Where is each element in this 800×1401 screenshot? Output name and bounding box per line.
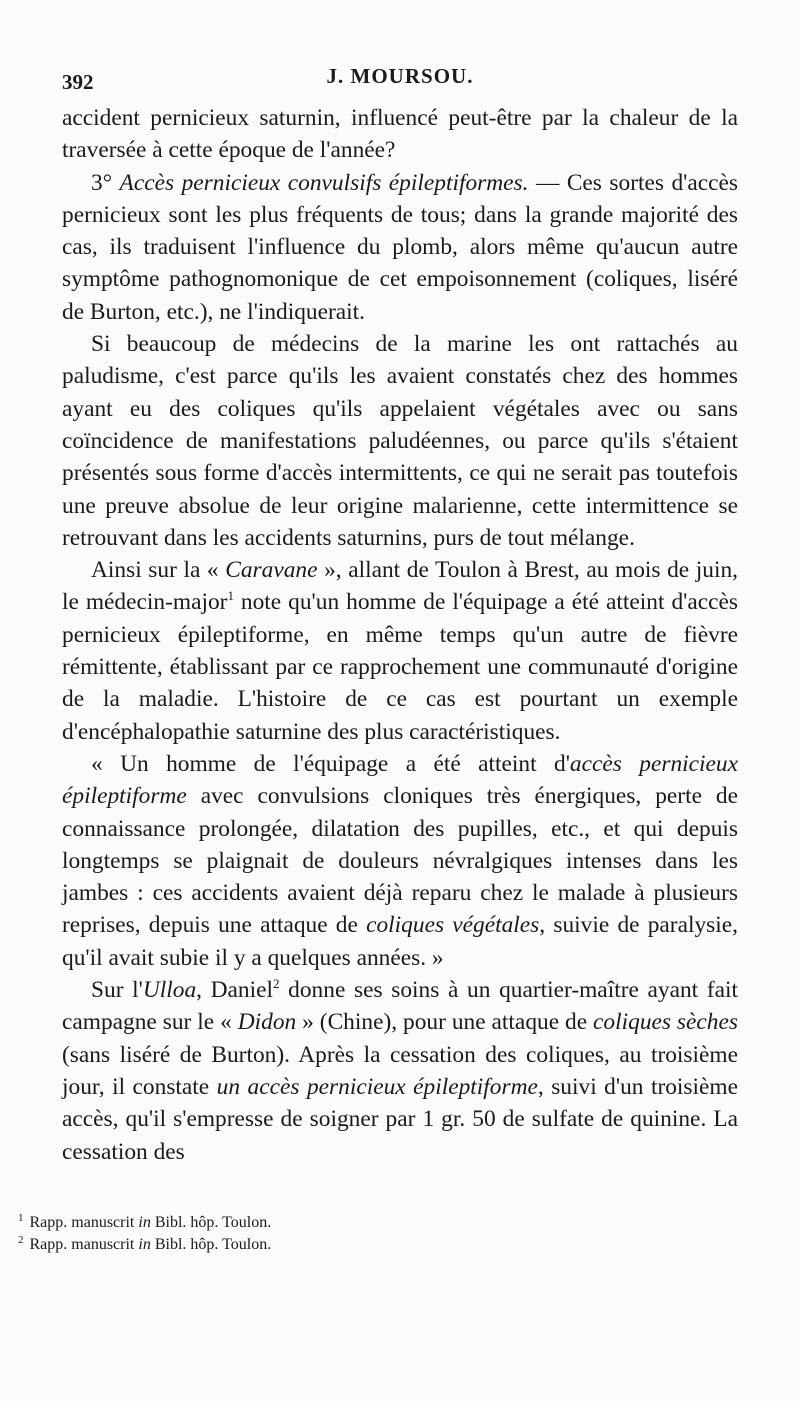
paragraph-ulloa: Sur l'Ulloa, Daniel$^2$ donne ses soins à un quartier-maître ayant fait campagne sur le « Didon » (Chine), pour une attaque de coliques sèches (sans liséré de Burton). Après la cessation des coliques, au troisième jour, il constate un accès pernicieux épileptiforme, suivi d'un troisième accès, qu'il s'empresse de soigner par 1 gr. 50 de sulfate de quinine. La cessation des [62,976,738,1165]
page [62,62,738,1168]
italic-term: coliques sèches [593,1009,738,1036]
footnote-ref[interactable]: 1 [227,588,234,604]
footnote-ref[interactable]: 2 [273,976,280,992]
footnote-marker: 1 [18,1211,24,1224]
paragraph-section-3: 3° Accès pernicieux convulsifs épileptiformes. — Ces sortes d'accès pernicieux sont les plus fréquents de tous; dans la grande majorité des cas, ils traduisent l'influence du plomb, alors même qu'aucun autre symptôme pathognomonique de cet empoisonnement (coliques, liséré de Burton, etc.), ne l'indiquerait. [62,169,738,325]
page-header [62,62,738,102]
footnote-1: $^1$ Rapp. manuscrit in Bibl. hôp. Toulon. [18,1211,272,1231]
italic-term: accès pernicieux épileptiforme [62,750,738,810]
ship-name: Ulloa [142,977,197,1004]
paragraph-paludisme: Si beaucoup de médecins de la marine les ont rattachés au paludisme, c'est parce qu'ils les avaient constatés chez des hommes ayant eu des coliques qu'ils appelaient végétales avec ou sans coïncidence de manifestations paludéennes, ou parce qu'ils s'étaient présentés sous forme d'accès intermittents, ce qui ne serait pas toutefois une preuve absolue de leur origine malarienne, cette intermittence se retrouvant dans les accidents saturnins, purs de tout mélange. [62,331,738,551]
italic-term: coliques végétales [366,912,540,939]
section-title: Accès pernicieux convulsifs épileptiformes. [119,169,529,196]
ship-name: Caravane [225,557,318,584]
footnote-marker: 2 [18,1233,24,1246]
paragraph-quotation: « Un homme de l'équipage a été atteint d'accès pernicieux épileptiforme avec convulsions cloniques très énergiques, perte de connaissance prolongée, dilatation des pupilles, etc., et qui depuis longtemps se plaignait de douleurs névralgiques intenses dans les jambes : ces accidents avaient déjà reparu chez le malade à plusieurs reprises, depuis une attaque de coliques végétales, suivie de paralysie, qu'il avait subie il y a quelques années. » [62,750,738,971]
section-number: 3° [91,169,113,196]
italic-term: un accès pernicieux épileptiforme [216,1073,538,1100]
paragraph-continuation: accident pernicieux saturnin, influencé peut-être par la chaleur de la traversée à cette époque de l'année? [62,105,738,164]
page-number: 392 [62,70,94,94]
footnote-2: $^2$ Rapp. manuscrit in Bibl. hôp. Toulon. [18,1233,272,1253]
running-head: J. MOURSOU. [326,64,474,88]
body-text [62,102,738,1168]
ship-name: Didon [237,1009,297,1036]
paragraph-caravane: Ainsi sur la « Caravane », allant de Toulon à Brest, au mois de juin, le médecin-major$^1$ note qu'un homme de l'équipage a été atteint d'accès pernicieux épileptiforme, en même temps qu'un autre de fièvre rémittente, établissant par ce rapprochement une communauté d'origine de la maladie. L'histoire de ce cas est pourtant un exemple d'encéphalopathie saturnine des plus caractéristiques. [62,557,738,745]
footnotes [18,1212,271,1256]
